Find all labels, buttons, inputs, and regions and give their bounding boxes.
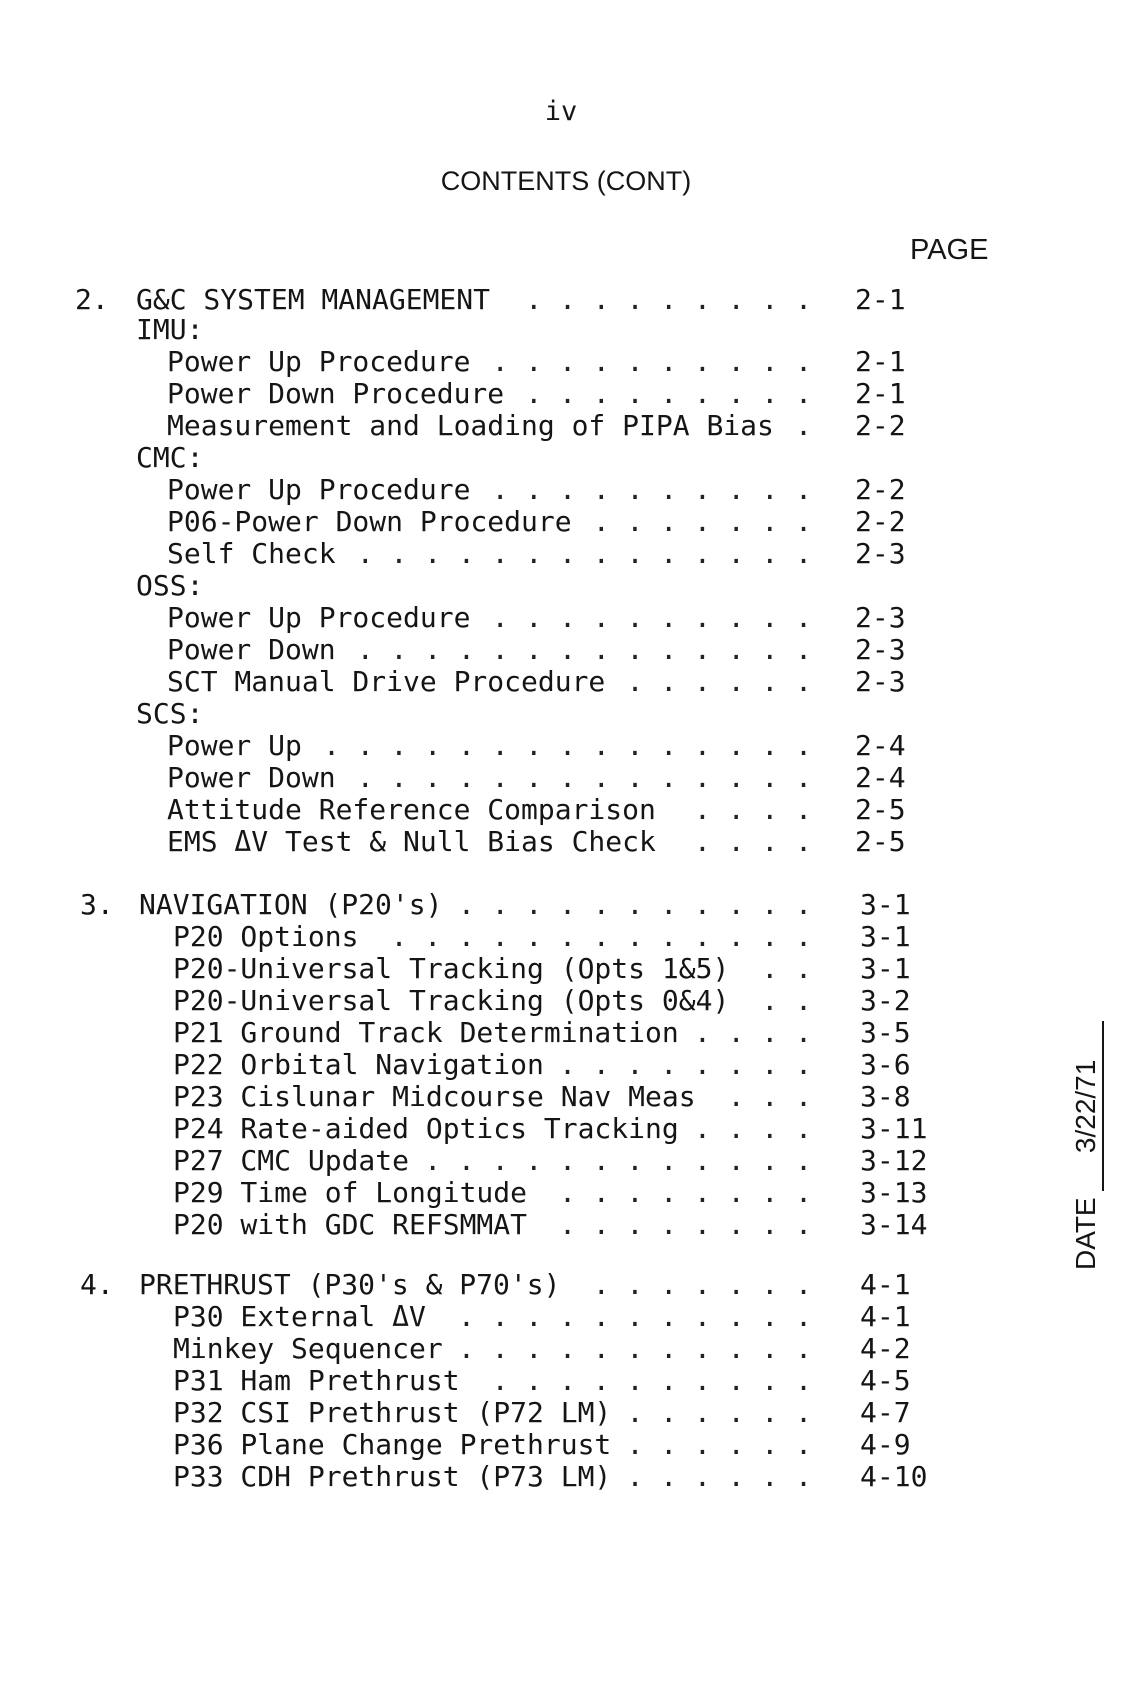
toc-entry-label: P20-Universal Tracking (Opts 0&4) xyxy=(173,984,730,1017)
date-value: 3/22/71 xyxy=(1070,1021,1104,1191)
toc-page-number: 2-5 xyxy=(855,793,906,826)
toc-row xyxy=(0,1208,1122,1242)
toc-page-number: 4-7 xyxy=(860,1396,911,1429)
toc-row xyxy=(0,1332,1122,1366)
toc-page-number: 2-3 xyxy=(855,665,906,698)
toc-entry-label: P20-Universal Tracking (Opts 1&5) xyxy=(173,952,730,985)
leader-dots: . . . . . . . . . . . . . . xyxy=(356,633,812,666)
toc-row xyxy=(0,920,1122,954)
toc-row xyxy=(0,1268,1122,1302)
toc-page-number: 2-4 xyxy=(855,729,906,762)
leader-dots: . . . . . . . . . . . xyxy=(457,888,812,921)
leader-dots: . . . . xyxy=(693,793,812,826)
toc-entry-label: Attitude Reference Comparison xyxy=(167,793,656,826)
toc-row xyxy=(0,1460,1122,1494)
toc-entry-label: Minkey Sequencer xyxy=(173,1332,443,1365)
toc-row xyxy=(0,505,1122,539)
toc-page-number: 3-2 xyxy=(860,984,911,1017)
toc-page-number: 3-1 xyxy=(860,952,911,985)
section-number: 3. xyxy=(80,888,114,921)
toc-entry-label: P23 Cislunar Midcourse Nav Meas xyxy=(173,1080,696,1113)
toc-row xyxy=(0,441,1122,475)
toc-page-number: 4-1 xyxy=(860,1268,911,1301)
toc-entry-label: SCS: xyxy=(136,697,204,730)
toc-page-number: 2-5 xyxy=(855,825,906,858)
toc-row xyxy=(0,633,1122,667)
leader-dots: . . xyxy=(761,952,812,985)
toc-entry-label: NAVIGATION (P20's) xyxy=(139,888,443,921)
toc-row xyxy=(0,283,1122,317)
toc-entry-label: P30 External ΔV xyxy=(173,1300,426,1333)
toc-entry-label: P22 Orbital Navigation xyxy=(173,1048,544,1081)
leader-dots: . . . . . . . . . . xyxy=(491,1364,812,1397)
toc-entry-label: Measurement and Loading of PIPA Bias xyxy=(167,409,774,442)
toc-entry-label: Power Up Procedure xyxy=(167,473,471,506)
leader-dots: . . . . . . . . . . xyxy=(491,601,812,634)
toc-page-number: 3-11 xyxy=(860,1112,928,1145)
toc-row xyxy=(0,793,1122,827)
toc-entry-label: P32 CSI Prethrust (P72 LM) xyxy=(173,1396,612,1429)
toc-row xyxy=(0,1016,1122,1050)
toc-entry-label: Power Down Procedure xyxy=(167,377,505,410)
toc-page-number: 2-1 xyxy=(855,377,906,410)
toc-row xyxy=(0,569,1122,603)
toc-page-number: 4-2 xyxy=(860,1332,911,1365)
leader-dots: . xyxy=(795,409,812,442)
toc-page-number: 2-3 xyxy=(855,633,906,666)
toc-row xyxy=(0,601,1122,635)
toc-page-number: 3-12 xyxy=(860,1144,928,1177)
leader-dots: . . . . . . . xyxy=(592,505,812,538)
toc-row xyxy=(0,1048,1122,1082)
leader-dots: . . . . . . . . . xyxy=(525,377,812,410)
toc-page-number: 4-5 xyxy=(860,1364,911,1397)
leader-dots: . . . . xyxy=(693,1112,812,1145)
leader-dots: . . . . xyxy=(693,825,812,858)
toc-entry-label: P33 CDH Prethrust (P73 LM) xyxy=(173,1460,612,1493)
toc-row xyxy=(0,825,1122,859)
toc-entry-label: P20 Options xyxy=(173,920,359,953)
leader-dots: . . . . . . . . . . xyxy=(491,473,812,506)
leader-dots: . . . . . . xyxy=(626,665,812,698)
leader-dots: . . . . . . xyxy=(626,1460,812,1493)
leader-dots: . . xyxy=(761,984,812,1017)
toc-entry-label: Power Up Procedure xyxy=(167,345,471,378)
toc-row xyxy=(0,888,1122,922)
toc-row xyxy=(0,984,1122,1018)
leader-dots: . . . . xyxy=(693,1016,812,1049)
toc-entry-label: P31 Ham Prethrust xyxy=(173,1364,460,1397)
toc-page-number: 4-10 xyxy=(860,1460,928,1493)
toc-entry-label: P36 Plane Change Prethrust xyxy=(173,1428,612,1461)
toc-row xyxy=(0,1428,1122,1462)
toc-page-number: 3-14 xyxy=(860,1208,928,1241)
leader-dots: . . . . . . . . xyxy=(559,1176,812,1209)
toc-entry-label: P27 CMC Update xyxy=(173,1144,410,1177)
toc-entry-label: P24 Rate-aided Optics Tracking xyxy=(173,1112,679,1145)
toc-row xyxy=(0,345,1122,379)
toc-row xyxy=(0,1144,1122,1178)
date-label: DATE xyxy=(1070,1197,1101,1270)
leader-dots: . . . . . . . . xyxy=(559,1048,812,1081)
toc-entry-label: P06-Power Down Procedure xyxy=(167,505,572,538)
toc-entry-label: IMU: xyxy=(136,313,204,346)
toc-entry-label: CMC: xyxy=(136,441,204,474)
toc-page-number: 2-3 xyxy=(855,601,906,634)
leader-dots: . . . . . . . . . . . . xyxy=(424,1144,812,1177)
leader-dots: . . . . . . . . . . . . . . . xyxy=(323,729,812,762)
toc-row xyxy=(0,537,1122,571)
leader-dots: . . . xyxy=(727,1080,812,1113)
toc-row xyxy=(0,1300,1122,1334)
toc-row xyxy=(0,761,1122,795)
toc-row xyxy=(0,1396,1122,1430)
toc-row xyxy=(0,729,1122,763)
page-title: CONTENTS (CONT) xyxy=(440,166,692,196)
toc-entry-label: P20 with GDC REFSMMAT xyxy=(173,1208,528,1241)
toc-page-number: 3-1 xyxy=(860,888,911,921)
toc-page-number: 3-13 xyxy=(860,1176,928,1209)
toc-row xyxy=(0,665,1122,699)
toc-page-number: 2-1 xyxy=(855,345,906,378)
toc-entry-label: PRETHRUST (P30's & P70's) xyxy=(139,1268,561,1301)
leader-dots: . . . . . . xyxy=(626,1428,812,1461)
toc-page-number: 4-1 xyxy=(860,1300,911,1333)
toc-page-number: 4-9 xyxy=(860,1428,911,1461)
leader-dots: . . . . . . . . . . xyxy=(491,345,812,378)
leader-dots: . . . . . . . . . . . . . . xyxy=(356,537,812,570)
toc-entry-label: Power Up xyxy=(167,729,302,762)
toc-entry-label: P21 Ground Track Determination xyxy=(173,1016,679,1049)
toc-row xyxy=(0,1112,1122,1146)
toc-row xyxy=(0,377,1122,411)
toc-row xyxy=(0,952,1122,986)
toc-entry-label: Power Up Procedure xyxy=(167,601,471,634)
leader-dots: . . . . . . . xyxy=(592,1268,812,1301)
leader-dots: . . . . . . . . xyxy=(559,1208,812,1241)
toc-row xyxy=(0,1080,1122,1114)
leader-dots: . . . . . . xyxy=(626,1396,812,1429)
leader-dots: . . . . . . . . . xyxy=(525,283,812,316)
toc-page-number: 3-8 xyxy=(860,1080,911,1113)
date-stamp xyxy=(1070,1021,1104,1270)
toc-page-number: 2-2 xyxy=(855,505,906,538)
toc-entry-label: EMS ΔV Test & Null Bias Check xyxy=(167,825,656,858)
toc-entry-label: Self Check xyxy=(167,537,336,570)
toc-row xyxy=(0,1364,1122,1398)
leader-dots: . . . . . . . . . . . . . . xyxy=(356,761,812,794)
toc-page-number: 2-4 xyxy=(855,761,906,794)
leader-dots: . . . . . . . . . . . xyxy=(457,1332,812,1365)
page-column-header: PAGE xyxy=(910,234,989,266)
leader-dots: . . . . . . . . . . . . . xyxy=(390,920,812,953)
toc-entry-label: G&C SYSTEM MANAGEMENT xyxy=(136,283,491,316)
toc-entry-label: P29 Time of Longitude xyxy=(173,1176,528,1209)
toc-page-number: 2-2 xyxy=(855,473,906,506)
toc-page-number: 2-3 xyxy=(855,537,906,570)
toc-entry-label: SCT Manual Drive Procedure xyxy=(167,665,606,698)
toc-page-number: 2-1 xyxy=(855,283,906,316)
toc-row xyxy=(0,697,1122,731)
section-number: 2. xyxy=(75,283,109,316)
toc-page-number: 3-6 xyxy=(860,1048,911,1081)
toc-entry-label: Power Down xyxy=(167,761,336,794)
toc-entry-label: Power Down xyxy=(167,633,336,666)
toc-row xyxy=(0,409,1122,443)
leader-dots: . . . . . . . . . . . xyxy=(457,1300,812,1333)
page-number: iv xyxy=(544,96,578,127)
toc-page-number: 2-2 xyxy=(855,409,906,442)
toc-row xyxy=(0,1176,1122,1210)
toc-page-number: 3-5 xyxy=(860,1016,911,1049)
section-number: 4. xyxy=(80,1268,114,1301)
toc-entry-label: OSS: xyxy=(136,569,204,602)
toc-page-number: 3-1 xyxy=(860,920,911,953)
toc-row xyxy=(0,473,1122,507)
toc-row xyxy=(0,313,1122,347)
